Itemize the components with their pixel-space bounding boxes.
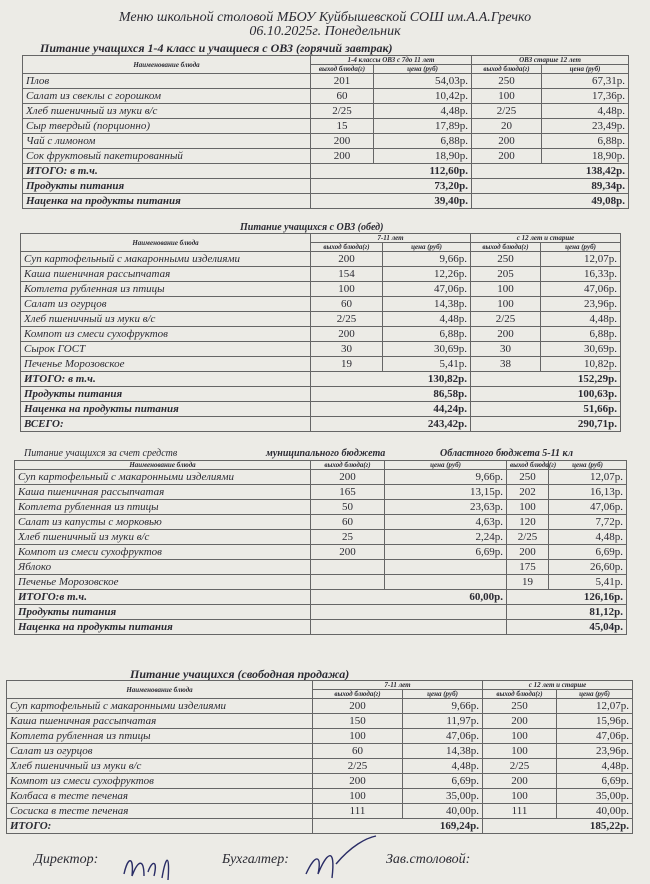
total-label: ИТОГО:: [7, 819, 313, 834]
table-row: [15, 470, 627, 485]
total-b: 152,29р.: [471, 372, 621, 387]
total-b: 290,71р.: [471, 417, 621, 432]
portion-b: 20: [472, 119, 542, 134]
total-row: [15, 605, 627, 620]
price-b: 40,00р.: [557, 804, 633, 819]
portion-a: 200: [311, 470, 385, 485]
price-b: 5,41р.: [549, 575, 627, 590]
portion-b: 250: [483, 699, 557, 714]
price-b: 47,06р.: [557, 729, 633, 744]
total-a: 86,58р.: [311, 387, 471, 402]
price-b: 18,90р.: [542, 149, 629, 164]
total-a: [311, 620, 507, 635]
total-label: Наценка на продукты питания: [23, 194, 311, 209]
portion-a: 154: [311, 267, 383, 282]
dish-name: Компот из смеси сухофруктов: [15, 545, 311, 560]
table-row: [15, 575, 627, 590]
header-row: [15, 461, 627, 470]
table-row: [23, 74, 629, 89]
total-b: 138,42р.: [472, 164, 629, 179]
portion-b: 205: [471, 267, 541, 282]
dish-name: Колбаса в тесте печеная: [7, 789, 313, 804]
lunch-ovz-table: [20, 233, 621, 432]
total-label: Наценка на продукты питания: [15, 620, 311, 635]
price-b: 6,88р.: [542, 134, 629, 149]
table-row: [23, 149, 629, 164]
dish-name: Салат из огурцов: [7, 744, 313, 759]
total-a: 130,82р.: [311, 372, 471, 387]
portion-a: 100: [313, 729, 403, 744]
portion-b: 200: [472, 149, 542, 164]
portion-b: 2/25: [483, 759, 557, 774]
price-b: 12,07р.: [557, 699, 633, 714]
dish-name: Суп картофельный с макаронными изделиями: [7, 699, 313, 714]
price-a: 10,42р.: [374, 89, 472, 104]
portion-a: 2/25: [311, 312, 383, 327]
table-row: [7, 729, 633, 744]
portion-b: 100: [483, 729, 557, 744]
price-b: 4,48р.: [541, 312, 621, 327]
breakfast-title: Питание учащихся 1-4 класс и учащиеся с ОВЗ (горячий завтрак): [40, 41, 393, 55]
group-b-header: с 12 лет и старше: [483, 681, 633, 690]
portion-b: 100: [483, 744, 557, 759]
dish-name: Хлеб пшеничный из муки в/с: [15, 530, 311, 545]
table-row: [15, 560, 627, 575]
price-a: 13,15р.: [385, 485, 507, 500]
price-a: 4,63р.: [385, 515, 507, 530]
price-a: 4,48р.: [403, 759, 483, 774]
price-b: 17,36р.: [542, 89, 629, 104]
price-a: 17,89р.: [374, 119, 472, 134]
total-b: 100,63р.: [471, 387, 621, 402]
table-row: [7, 714, 633, 729]
total-row: [21, 387, 621, 402]
total-label: Продукты питания: [21, 387, 311, 402]
price-b: 47,06р.: [549, 500, 627, 515]
price-a: 30,69р.: [383, 342, 471, 357]
price-b: 7,72р.: [549, 515, 627, 530]
price-b: 4,48р.: [542, 104, 629, 119]
total-a: 60,00р.: [311, 590, 507, 605]
price-a-header: цена (руб): [374, 65, 472, 74]
portion-b: 250: [507, 470, 549, 485]
portion-b: 2/25: [507, 530, 549, 545]
total-row: [23, 164, 629, 179]
portion-b: 38: [471, 357, 541, 372]
portion-b: 100: [507, 500, 549, 515]
table-row: [21, 342, 621, 357]
portion-a: 200: [313, 699, 403, 714]
out-b-header: выход блюда(г): [472, 65, 542, 74]
portion-a: 60: [313, 744, 403, 759]
price-a: 47,06р.: [403, 729, 483, 744]
total-label: Продукты питания: [23, 179, 311, 194]
portion-b: 200: [483, 714, 557, 729]
dish-name: Компот из смеси сухофруктов: [21, 327, 311, 342]
out-a-header: выход блюда(г): [311, 243, 383, 252]
price-a: [385, 575, 507, 590]
dish-name: Котлета рубленная из птицы: [15, 500, 311, 515]
dish-name: Сыр твердый (порционно): [23, 119, 311, 134]
portion-a: 2/25: [311, 104, 374, 119]
portion-b: 19: [507, 575, 549, 590]
out-a-header: выход блюда(г): [311, 461, 385, 470]
portion-a: 200: [311, 149, 374, 164]
price-a: 23,63р.: [385, 500, 507, 515]
total-label: ИТОГО: в т.ч.: [23, 164, 311, 179]
portion-a: 150: [313, 714, 403, 729]
price-b: 26,60р.: [549, 560, 627, 575]
total-b: 89,34р.: [472, 179, 629, 194]
total-b: 49,08р.: [472, 194, 629, 209]
portion-b: 100: [483, 789, 557, 804]
accountant-label: Бухгалтер:: [222, 852, 289, 867]
price-a: [385, 560, 507, 575]
table-row: [21, 282, 621, 297]
total-b: 126,16р.: [507, 590, 627, 605]
price-a: 14,38р.: [383, 297, 471, 312]
portion-b: 175: [507, 560, 549, 575]
price-b: 16,13р.: [549, 485, 627, 500]
portion-a: 60: [311, 297, 383, 312]
table-row: [7, 804, 633, 819]
price-a: 47,06р.: [383, 282, 471, 297]
out-b-header: выход блюда(г): [471, 243, 541, 252]
price-a: 4,48р.: [383, 312, 471, 327]
dish-name: Котлета рубленная из птицы: [21, 282, 311, 297]
free-sale-title: Питание учащихся (свободная продажа): [130, 667, 350, 681]
price-b: 4,48р.: [549, 530, 627, 545]
table-row: [15, 485, 627, 500]
total-b: 45,04р.: [507, 620, 627, 635]
table-row: [15, 545, 627, 560]
portion-a: 165: [311, 485, 385, 500]
table-row: [21, 357, 621, 372]
total-row: [21, 372, 621, 387]
budget-title-c: Областного бюджета 5-11 кл: [440, 448, 573, 459]
table-row: [23, 89, 629, 104]
portion-a: 200: [311, 545, 385, 560]
portion-a: 111: [313, 804, 403, 819]
dish-name: Сырок ГОСТ: [21, 342, 311, 357]
total-label: ИТОГО:в т.ч.: [15, 590, 311, 605]
price-b: 15,96р.: [557, 714, 633, 729]
dish-name: Хлеб пшеничный из муки в/с: [21, 312, 311, 327]
total-row: [23, 179, 629, 194]
total-b: 185,22р.: [483, 819, 633, 834]
table-row: [15, 500, 627, 515]
price-a: 40,00р.: [403, 804, 483, 819]
table-row: [15, 530, 627, 545]
price-a: 6,88р.: [374, 134, 472, 149]
price-b: 16,33р.: [541, 267, 621, 282]
table-row: [7, 699, 633, 714]
total-row: [23, 194, 629, 209]
portion-b: 200: [471, 327, 541, 342]
table-row: [21, 312, 621, 327]
menu-date: 06.10.2025г. Понедельник: [249, 24, 401, 39]
price-b: 4,48р.: [557, 759, 633, 774]
price-b: 10,82р.: [541, 357, 621, 372]
dish-name: Компот из смеси сухофруктов: [7, 774, 313, 789]
director-label: Директор:: [34, 852, 99, 867]
table-row: [7, 774, 633, 789]
price-a: 5,41р.: [383, 357, 471, 372]
lunch-ovz-title: Питание учащихся с ОВЗ (обед): [240, 222, 384, 233]
total-label: ВСЕГО:: [21, 417, 311, 432]
table-row: [7, 789, 633, 804]
header-row: [23, 56, 629, 65]
table-row: [23, 119, 629, 134]
price-b: 23,96р.: [557, 744, 633, 759]
table-row: [7, 744, 633, 759]
portion-b: 100: [471, 282, 541, 297]
portion-b: 202: [507, 485, 549, 500]
price-b: 6,69р.: [557, 774, 633, 789]
dish-name: Сосиска в тесте печеная: [7, 804, 313, 819]
portion-a: 30: [311, 342, 383, 357]
col-name-header: Наименование блюда: [23, 56, 311, 74]
out-a-header: выход блюда(г): [313, 690, 403, 699]
total-a: [311, 605, 507, 620]
col-name-header: Наименование блюда: [7, 681, 313, 699]
group-a-header: 1-4 классы ОВЗ с 7до 11 лет: [311, 56, 472, 65]
dish-name: Печенье Морозовское: [15, 575, 311, 590]
price-a: 35,00р.: [403, 789, 483, 804]
price-a: 9,66р.: [383, 252, 471, 267]
dish-name: Суп картофельный с макаронными изделиями: [21, 252, 311, 267]
total-b: 81,12р.: [507, 605, 627, 620]
price-b: 30,69р.: [541, 342, 621, 357]
price-b: 6,88р.: [541, 327, 621, 342]
header-row: [7, 681, 633, 690]
table-row: [7, 759, 633, 774]
total-a: 44,24р.: [311, 402, 471, 417]
table-row: [21, 327, 621, 342]
price-a: 11,97р.: [403, 714, 483, 729]
header-row: [21, 234, 621, 243]
table-row: [23, 134, 629, 149]
dish-name: Яблоко: [15, 560, 311, 575]
price-b: 23,96р.: [541, 297, 621, 312]
portion-b: 200: [472, 134, 542, 149]
dish-name: Суп картофельный с макаронными изделиями: [15, 470, 311, 485]
table-row: [21, 297, 621, 312]
price-b: 6,69р.: [549, 545, 627, 560]
portion-a: 100: [311, 282, 383, 297]
price-a: 9,66р.: [403, 699, 483, 714]
dish-name: Чай с лимоном: [23, 134, 311, 149]
menu-title: Меню школьной столовой МБОУ Куйбышевской СОШ им.А.А.Гречко: [118, 10, 532, 25]
free-sale-table: [6, 680, 633, 834]
portion-a: 19: [311, 357, 383, 372]
dish-name: Хлеб пшеничный из муки в/с: [23, 104, 311, 119]
portion-a: 25: [311, 530, 385, 545]
dish-name: Плов: [23, 74, 311, 89]
portion-b: 2/25: [472, 104, 542, 119]
portion-b: 250: [472, 74, 542, 89]
portion-b: 250: [471, 252, 541, 267]
price-b: 47,06р.: [541, 282, 621, 297]
price-a: 6,69р.: [385, 545, 507, 560]
price-a: 2,24р.: [385, 530, 507, 545]
price-a: 6,69р.: [403, 774, 483, 789]
portion-a: [311, 575, 385, 590]
col-name-header: Наименование блюда: [15, 461, 311, 470]
dish-name: Печенье Морозовское: [21, 357, 311, 372]
total-a: 73,20р.: [311, 179, 472, 194]
portion-b: 111: [483, 804, 557, 819]
price-a-header: цена (руб): [403, 690, 483, 699]
price-b: 23,49р.: [542, 119, 629, 134]
total-row: [15, 590, 627, 605]
table-row: [21, 267, 621, 282]
price-a: 14,38р.: [403, 744, 483, 759]
price-b: 12,07р.: [541, 252, 621, 267]
price-a: 12,26р.: [383, 267, 471, 282]
portion-a: 2/25: [313, 759, 403, 774]
portion-a: 15: [311, 119, 374, 134]
total-a: 243,42р.: [311, 417, 471, 432]
director-signature: [118, 850, 188, 882]
dish-name: Хлеб пшеничный из муки в/с: [7, 759, 313, 774]
table-row: [15, 515, 627, 530]
accountant-signature: [296, 834, 386, 882]
price-a-header: цена (руб): [383, 243, 471, 252]
portion-a: 200: [311, 252, 383, 267]
portion-b: 200: [483, 774, 557, 789]
portion-a: 200: [311, 134, 374, 149]
portion-a: 200: [313, 774, 403, 789]
out-a-header: выход блюда(г): [311, 65, 374, 74]
price-a-header: цена (руб): [385, 461, 507, 470]
total-b: 51,66р.: [471, 402, 621, 417]
dish-name: Сок фруктовый пакетированный: [23, 149, 311, 164]
portion-a: 50: [311, 500, 385, 515]
canteen-label: Зав.столовой:: [386, 852, 471, 867]
col-name-header: Наименование блюда: [21, 234, 311, 252]
dish-name: Салат из капусты с морковью: [15, 515, 311, 530]
portion-b: 100: [471, 297, 541, 312]
price-b-header: цена (руб): [542, 65, 629, 74]
group-a-header: 7-11 лет: [311, 234, 471, 243]
out-b-header: выход блюда(г): [483, 690, 557, 699]
dish-name: Каша пшеничная рассыпчатая: [15, 485, 311, 500]
portion-b: 30: [471, 342, 541, 357]
price-b: 67,31р.: [542, 74, 629, 89]
total-row: [15, 620, 627, 635]
dish-name: Салат из огурцов: [21, 297, 311, 312]
group-a-header: 7-11 лет: [313, 681, 483, 690]
breakfast-table: [22, 55, 629, 209]
dish-name: Котлета рубленная из птицы: [7, 729, 313, 744]
portion-b: 100: [472, 89, 542, 104]
table-row: [23, 104, 629, 119]
total-label: ИТОГО: в т.ч.: [21, 372, 311, 387]
total-label: Продукты питания: [15, 605, 311, 620]
total-a: 112,60р.: [311, 164, 472, 179]
portion-b: 200: [507, 545, 549, 560]
price-b-header: цена (руб): [541, 243, 621, 252]
price-a: 4,48р.: [374, 104, 472, 119]
budget-table: [14, 460, 627, 635]
total-a: 39,40р.: [311, 194, 472, 209]
price-a: 18,90р.: [374, 149, 472, 164]
dish-name: Каша пшеничная рассыпчатая: [21, 267, 311, 282]
out-b-header: выход блюда(г): [507, 461, 549, 470]
portion-a: 60: [311, 89, 374, 104]
portion-a: 200: [311, 327, 383, 342]
price-b: 12,07р.: [549, 470, 627, 485]
total-row: [21, 417, 621, 432]
price-a: 6,88р.: [383, 327, 471, 342]
portion-b: 2/25: [471, 312, 541, 327]
portion-a: 100: [313, 789, 403, 804]
portion-a: 201: [311, 74, 374, 89]
dish-name: Салат из свеклы с горошком: [23, 89, 311, 104]
price-b-header: цена (руб): [557, 690, 633, 699]
group-b-header: ОВЗ старше 12 лет: [472, 56, 629, 65]
table-row: [21, 252, 621, 267]
portion-b: 120: [507, 515, 549, 530]
total-a: 169,24р.: [313, 819, 483, 834]
budget-title-b: муниципального бюджета: [266, 448, 386, 459]
price-a: 9,66р.: [385, 470, 507, 485]
price-b-header: цена (руб): [549, 461, 627, 470]
total-label: Наценка на продукты питания: [21, 402, 311, 417]
dish-name: Каша пшеничная рассыпчатая: [7, 714, 313, 729]
budget-title-a: Питание учащихся за счет средств: [24, 448, 178, 459]
price-b: 35,00р.: [557, 789, 633, 804]
price-a: 54,03р.: [374, 74, 472, 89]
total-row: [7, 819, 633, 834]
portion-a: 60: [311, 515, 385, 530]
portion-a: [311, 560, 385, 575]
group-b-header: с 12 лет и старше: [471, 234, 621, 243]
total-row: [21, 402, 621, 417]
